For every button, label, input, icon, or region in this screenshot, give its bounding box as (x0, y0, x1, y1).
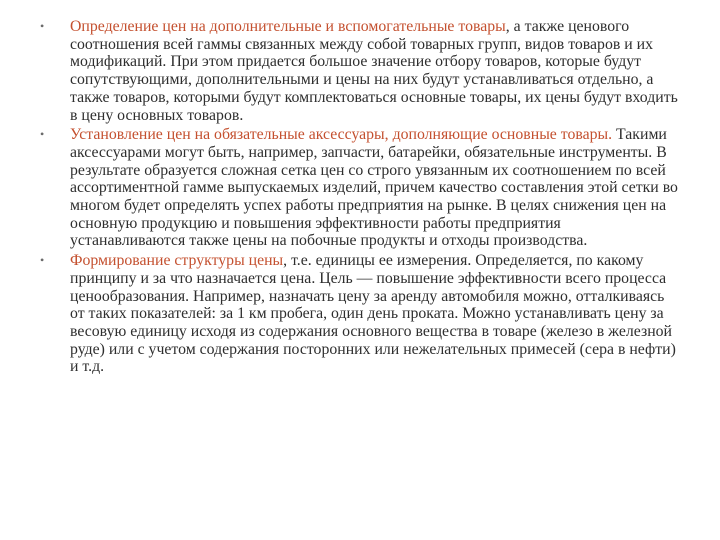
bullet-body-text: Такими аксессуарами могут быть, например, запчасти, батарейки, обязательные инструменты. В результате образуется сложная сетка цен со строго увязанным их соотношением по всей ассортиментной гамме выпускаемых изделий, причем качество составления этой сетки во многом будет определять успех работы предприятия на рынке. В целях снижения цен на основную продукцию и повышения эффективности работы предприятия устанавливаются также цены на побочные продукты и отходы производства. (70, 126, 678, 250)
bullet-body-text: , т.е. единицы ее измерения. Определяется, по какому принципу и за что назначается цена. Цель — повышение эффективности всего процесса ценообразования. Например, назначать цену за аренду автомобиля можно, отталкиваясь от таких показателей: за 1 км пробега, один день проката. Можно устанавливать цену за весовую единицу исходя из содержания основного вещества в товаре (железо в железной руде) или с учетом содержания посторонних или нежелательных примесей (сера в нефти) и т.д. (70, 252, 676, 376)
bullet-item-additional-goods (40, 18, 680, 124)
bullet-lead-text: Определение цен на дополнительные и вспомогательные товары (70, 18, 506, 35)
bullet-icon: • (40, 127, 45, 142)
bullet-body-text: , а также ценового соотношения всей гаммы связанных между собой товарных групп, видов товаров и их модификаций. При этом придается большое значение отбору товаров, которые будут сопутствующими, дополнительными и цены на них будут устанавливаться отдельно, а также товаров, которыми будут комплектоваться основные товары, их цены будут входить в цену основных товаров. (70, 18, 678, 124)
bullet-item-accessories (40, 126, 680, 250)
bullet-list (40, 18, 680, 378)
bullet-icon: • (40, 19, 45, 33)
bullet-lead-text: Формирование структуры цены (70, 252, 284, 270)
bullet-item-price-structure (40, 252, 680, 376)
bullet-icon: • (40, 253, 45, 268)
bullet-lead-text: Установление цен на обязательные аксессуары, дополняющие основные товары. (70, 126, 613, 144)
